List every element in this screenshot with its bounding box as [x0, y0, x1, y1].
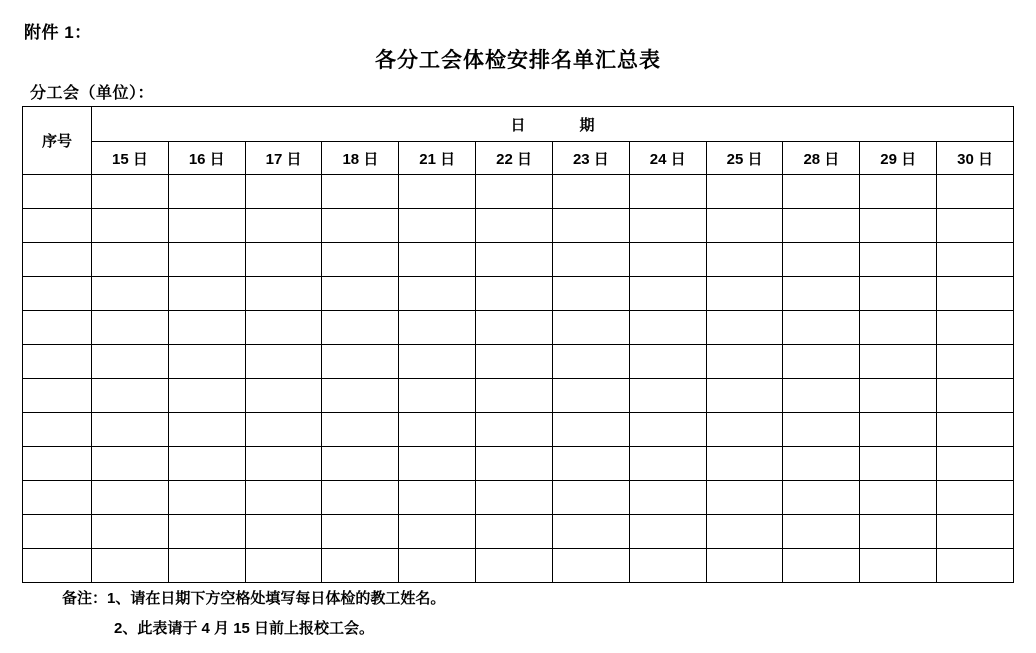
cell-name-entry[interactable] [860, 481, 937, 515]
cell-name-entry[interactable] [168, 175, 245, 209]
cell-name-entry[interactable] [706, 549, 783, 583]
cell-name-entry[interactable] [322, 209, 399, 243]
cell-name-entry[interactable] [552, 379, 629, 413]
cell-name-entry[interactable] [322, 481, 399, 515]
cell-name-entry[interactable] [245, 481, 322, 515]
cell-name-entry[interactable] [629, 277, 706, 311]
cell-name-entry[interactable] [322, 311, 399, 345]
cell-name-entry[interactable] [92, 345, 169, 379]
cell-name-entry[interactable] [92, 209, 169, 243]
cell-name-entry[interactable] [399, 345, 476, 379]
cell-name-entry[interactable] [399, 413, 476, 447]
cell-name-entry[interactable] [706, 345, 783, 379]
cell-name-entry[interactable] [399, 515, 476, 549]
cell-name-entry[interactable] [476, 515, 553, 549]
notes-block [62, 584, 445, 644]
cell-name-entry[interactable] [937, 243, 1014, 277]
cell-name-entry[interactable] [706, 311, 783, 345]
cell-name-entry[interactable] [399, 311, 476, 345]
cell-name-entry[interactable] [860, 549, 937, 583]
cell-name-entry[interactable] [783, 379, 860, 413]
cell-name-entry[interactable] [476, 175, 553, 209]
cell-name-entry[interactable] [322, 379, 399, 413]
cell-seq[interactable] [23, 515, 92, 549]
cell-name-entry[interactable] [322, 413, 399, 447]
cell-name-entry[interactable] [629, 447, 706, 481]
cell-name-entry[interactable] [860, 243, 937, 277]
cell-seq[interactable] [23, 345, 92, 379]
table-row [23, 209, 1014, 243]
column-header-date: 28 日 [783, 142, 860, 175]
cell-name-entry[interactable] [245, 345, 322, 379]
cell-name-entry[interactable] [92, 447, 169, 481]
cell-name-entry[interactable] [860, 447, 937, 481]
cell-name-entry[interactable] [399, 447, 476, 481]
cell-name-entry[interactable] [322, 175, 399, 209]
table-header-row-dates [23, 142, 1014, 175]
cell-name-entry[interactable] [783, 175, 860, 209]
cell-name-entry[interactable] [860, 311, 937, 345]
cell-name-entry[interactable] [937, 515, 1014, 549]
column-header-date: 23 日 [552, 142, 629, 175]
cell-name-entry[interactable] [629, 413, 706, 447]
cell-name-entry[interactable] [245, 175, 322, 209]
cell-name-entry[interactable] [168, 243, 245, 277]
cell-name-entry[interactable] [706, 515, 783, 549]
cell-name-entry[interactable] [92, 515, 169, 549]
cell-seq[interactable] [23, 311, 92, 345]
cell-name-entry[interactable] [322, 515, 399, 549]
cell-name-entry[interactable] [476, 311, 553, 345]
cell-name-entry[interactable] [476, 481, 553, 515]
cell-name-entry[interactable] [629, 311, 706, 345]
cell-name-entry[interactable] [860, 413, 937, 447]
cell-name-entry[interactable] [168, 311, 245, 345]
table-row [23, 311, 1014, 345]
cell-name-entry[interactable] [168, 345, 245, 379]
table-header-row-group [23, 107, 1014, 142]
column-header-date: 22 日 [476, 142, 553, 175]
table-row [23, 413, 1014, 447]
cell-seq[interactable] [23, 481, 92, 515]
cell-name-entry[interactable] [552, 175, 629, 209]
cell-name-entry[interactable] [245, 277, 322, 311]
column-header-date: 16 日 [168, 142, 245, 175]
cell-name-entry[interactable] [937, 175, 1014, 209]
column-header-date: 25 日 [706, 142, 783, 175]
cell-name-entry[interactable] [399, 175, 476, 209]
column-header-date: 17 日 [245, 142, 322, 175]
cell-name-entry[interactable] [937, 379, 1014, 413]
cell-name-entry[interactable] [860, 209, 937, 243]
cell-name-entry[interactable] [706, 413, 783, 447]
column-header-date: 30 日 [937, 142, 1014, 175]
cell-name-entry[interactable] [476, 549, 553, 583]
cell-name-entry[interactable] [168, 549, 245, 583]
cell-name-entry[interactable] [783, 549, 860, 583]
cell-name-entry[interactable] [629, 345, 706, 379]
cell-name-entry[interactable] [860, 277, 937, 311]
cell-name-entry[interactable] [706, 447, 783, 481]
table-row [23, 379, 1014, 413]
cell-name-entry[interactable] [937, 345, 1014, 379]
cell-name-entry[interactable] [476, 447, 553, 481]
cell-name-entry[interactable] [552, 481, 629, 515]
cell-name-entry[interactable] [92, 413, 169, 447]
cell-name-entry[interactable] [937, 277, 1014, 311]
health-check-schedule-table [22, 106, 1014, 583]
table-row [23, 345, 1014, 379]
cell-name-entry[interactable] [783, 515, 860, 549]
cell-name-entry[interactable] [245, 549, 322, 583]
column-header-date: 21 日 [399, 142, 476, 175]
cell-name-entry[interactable] [476, 277, 553, 311]
cell-name-entry[interactable] [706, 277, 783, 311]
cell-name-entry[interactable] [399, 379, 476, 413]
cell-name-entry[interactable] [399, 277, 476, 311]
cell-name-entry[interactable] [552, 447, 629, 481]
cell-name-entry[interactable] [245, 447, 322, 481]
cell-name-entry[interactable] [860, 515, 937, 549]
cell-name-entry[interactable] [860, 345, 937, 379]
column-header-date: 18 日 [322, 142, 399, 175]
cell-name-entry[interactable] [92, 549, 169, 583]
cell-name-entry[interactable] [168, 413, 245, 447]
table-row [23, 515, 1014, 549]
cell-name-entry[interactable] [245, 209, 322, 243]
table-row [23, 447, 1014, 481]
cell-seq[interactable] [23, 209, 92, 243]
column-header-date: 29 日 [860, 142, 937, 175]
cell-name-entry[interactable] [168, 379, 245, 413]
cell-name-entry[interactable] [476, 413, 553, 447]
column-header-date: 24 日 [629, 142, 706, 175]
cell-name-entry[interactable] [629, 175, 706, 209]
cell-name-entry[interactable] [92, 175, 169, 209]
cell-name-entry[interactable] [92, 311, 169, 345]
cell-name-entry[interactable] [783, 345, 860, 379]
cell-name-entry[interactable] [168, 481, 245, 515]
cell-seq[interactable] [23, 379, 92, 413]
cell-name-entry[interactable] [783, 277, 860, 311]
cell-name-entry[interactable] [168, 447, 245, 481]
cell-name-entry[interactable] [245, 379, 322, 413]
cell-name-entry[interactable] [706, 481, 783, 515]
cell-name-entry[interactable] [783, 311, 860, 345]
cell-name-entry[interactable] [552, 311, 629, 345]
cell-name-entry[interactable] [937, 447, 1014, 481]
cell-name-entry[interactable] [476, 209, 553, 243]
cell-seq[interactable] [23, 549, 92, 583]
cell-seq[interactable] [23, 175, 92, 209]
cell-name-entry[interactable] [629, 515, 706, 549]
cell-name-entry[interactable] [92, 379, 169, 413]
cell-name-entry[interactable] [245, 243, 322, 277]
cell-name-entry[interactable] [322, 345, 399, 379]
cell-name-entry[interactable] [629, 243, 706, 277]
cell-name-entry[interactable] [168, 277, 245, 311]
cell-seq[interactable] [23, 277, 92, 311]
cell-name-entry[interactable] [860, 379, 937, 413]
column-header-date-group: 日 期 [92, 107, 1014, 142]
cell-seq[interactable] [23, 243, 92, 277]
cell-name-entry[interactable] [937, 481, 1014, 515]
column-header-date: 15 日 [92, 142, 169, 175]
cell-name-entry[interactable] [552, 243, 629, 277]
cell-name-entry[interactable] [322, 549, 399, 583]
cell-name-entry[interactable] [476, 379, 553, 413]
cell-name-entry[interactable] [399, 209, 476, 243]
cell-name-entry[interactable] [629, 379, 706, 413]
cell-name-entry[interactable] [552, 277, 629, 311]
cell-name-entry[interactable] [706, 243, 783, 277]
table-row [23, 481, 1014, 515]
cell-name-entry[interactable] [92, 277, 169, 311]
cell-name-entry[interactable] [322, 243, 399, 277]
cell-name-entry[interactable] [629, 549, 706, 583]
table-row [23, 175, 1014, 209]
cell-name-entry[interactable] [937, 413, 1014, 447]
table-row [23, 243, 1014, 277]
cell-name-entry[interactable] [552, 413, 629, 447]
cell-name-entry[interactable] [937, 311, 1014, 345]
cell-name-entry[interactable] [399, 243, 476, 277]
table-row [23, 277, 1014, 311]
cell-name-entry[interactable] [937, 549, 1014, 583]
cell-name-entry[interactable] [552, 515, 629, 549]
cell-name-entry[interactable] [706, 379, 783, 413]
cell-name-entry[interactable] [245, 311, 322, 345]
cell-name-entry[interactable] [783, 243, 860, 277]
cell-name-entry[interactable] [860, 175, 937, 209]
cell-name-entry[interactable] [322, 447, 399, 481]
cell-name-entry[interactable] [476, 243, 553, 277]
column-header-seq: 序号 [23, 107, 92, 175]
unit-field-label: 分工会（单位）： [30, 85, 155, 102]
cell-name-entry[interactable] [552, 549, 629, 583]
cell-name-entry[interactable] [783, 209, 860, 243]
cell-name-entry[interactable] [783, 447, 860, 481]
cell-name-entry[interactable] [629, 209, 706, 243]
cell-name-entry[interactable] [168, 209, 245, 243]
cell-name-entry[interactable] [783, 481, 860, 515]
cell-name-entry[interactable] [552, 345, 629, 379]
cell-name-entry[interactable] [322, 277, 399, 311]
cell-name-entry[interactable] [706, 209, 783, 243]
cell-name-entry[interactable] [92, 243, 169, 277]
cell-name-entry[interactable] [476, 345, 553, 379]
cell-name-entry[interactable] [552, 209, 629, 243]
cell-name-entry[interactable] [245, 413, 322, 447]
page-title: 各分工会体检安排名单汇总表 [375, 49, 661, 72]
cell-name-entry[interactable] [937, 209, 1014, 243]
cell-name-entry[interactable] [168, 515, 245, 549]
cell-name-entry[interactable] [92, 481, 169, 515]
cell-name-entry[interactable] [245, 515, 322, 549]
cell-seq[interactable] [23, 447, 92, 481]
table-row [23, 549, 1014, 583]
note-line-1: 备注：1、请在日期下方空格处填写每日体检的教工姓名。 [62, 590, 446, 607]
cell-name-entry[interactable] [399, 549, 476, 583]
cell-name-entry[interactable] [706, 175, 783, 209]
cell-name-entry[interactable] [629, 481, 706, 515]
cell-name-entry[interactable] [399, 481, 476, 515]
note-line-2: 2、此表请于 4 月 15 日前上报校工会。 [114, 620, 375, 637]
cell-seq[interactable] [23, 413, 92, 447]
attachment-label: 附件 1： [24, 23, 92, 42]
cell-name-entry[interactable] [783, 413, 860, 447]
